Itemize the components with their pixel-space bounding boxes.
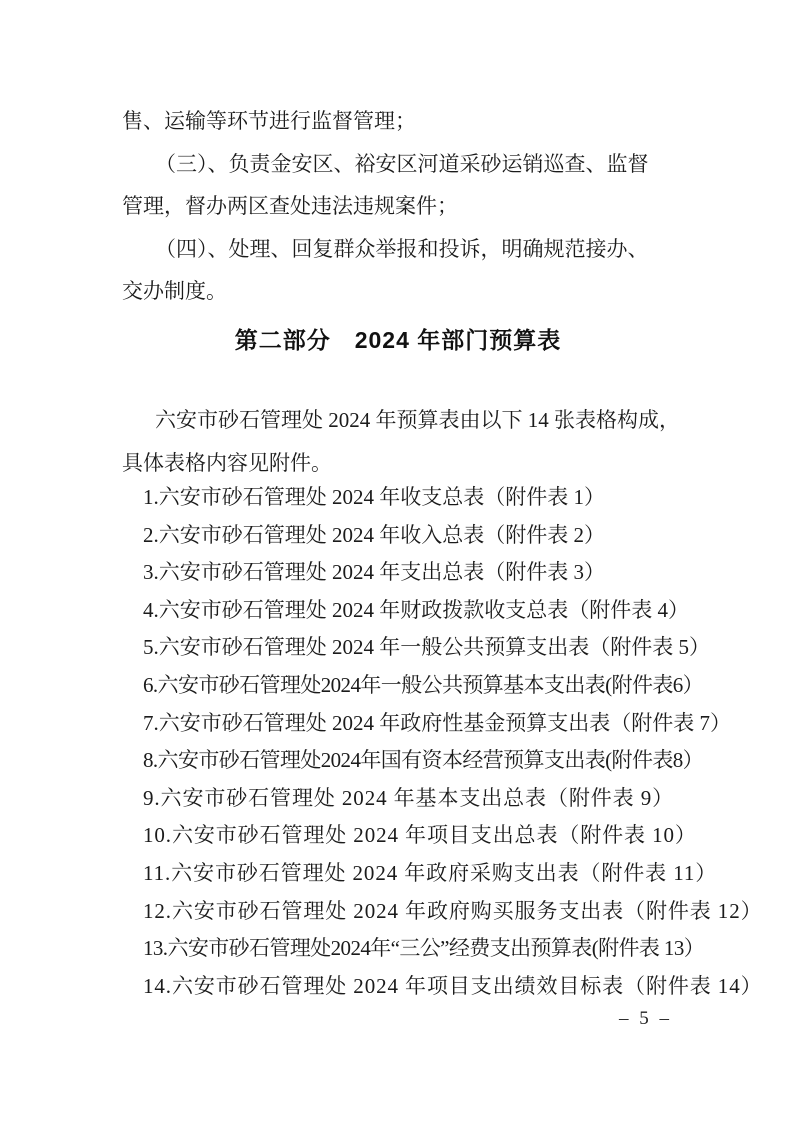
body-line: 六安市砂石管理处 2024 年预算表由以下 14 张表格构成， bbox=[155, 408, 680, 432]
table-list-item: 7.六安市砂石管理处 2024 年政府性基金预算支出表（附件表 7） bbox=[143, 710, 731, 735]
table-list-item: 11.六安市砂石管理处 2024 年政府采购支出表（附件表 11） bbox=[143, 860, 718, 885]
section-heading: 第二部分 2024 年部门预算表 bbox=[234, 327, 562, 353]
body-line: 交办制度。 bbox=[122, 279, 227, 303]
body-line: 售、运输等环节进行监督管理； bbox=[122, 109, 416, 133]
table-list-item: 2.六安市砂石管理处 2024 年收入总表（附件表 2） bbox=[143, 522, 605, 547]
body-line: （三）、负责金安区、裕安区河道采砂运销巡查、监督 bbox=[155, 151, 649, 176]
body-line: 管理，督办两区查处违法违规案件； bbox=[122, 194, 458, 218]
body-line: （四）、处理、回复群众举报和投诉，明确规范接办、 bbox=[155, 236, 649, 261]
table-list-item: 13.六安市砂石管理处2024年“三公”经费支出预算表(附件表 13） bbox=[143, 936, 705, 961]
table-list-item: 6.六安市砂石管理处2024年一般公共预算基本支出表(附件表6） bbox=[143, 672, 704, 697]
table-list-item: 3.六安市砂石管理处 2024 年支出总表（附件表 3） bbox=[143, 560, 605, 585]
table-list-item: 10.六安市砂石管理处 2024 年项目支出总表（附件表 10） bbox=[143, 823, 697, 848]
table-list-item: 12.六安市砂石管理处 2024 年政府购买服务支出表（附件表 12） bbox=[143, 898, 763, 923]
intro-section bbox=[122, 100, 678, 313]
body-line: 具体表格内容见附件。 bbox=[122, 450, 332, 475]
table-list-item: 9.六安市砂石管理处 2024 年基本支出总表（附件表 9） bbox=[143, 785, 674, 810]
table-list-item: 4.六安市砂石管理处 2024 年财政拨款收支总表（附件表 4） bbox=[143, 597, 689, 622]
page-number: – 5 – bbox=[619, 1008, 672, 1029]
table-list-item: 5.六安市砂石管理处 2024 年一般公共预算支出表（附件表 5） bbox=[143, 635, 710, 660]
table-list-item: 14.六安市砂石管理处 2024 年项目支出绩效目标表（附件表 14） bbox=[143, 973, 763, 998]
table-list-item: 8.六安市砂石管理处2024年国有资本经营预算支出表(附件表8） bbox=[143, 748, 704, 773]
intro-paragraph bbox=[122, 399, 678, 484]
table-list bbox=[143, 479, 763, 1005]
table-list-item: 1.六安市砂石管理处 2024 年收支总表（附件表 1） bbox=[143, 485, 605, 509]
